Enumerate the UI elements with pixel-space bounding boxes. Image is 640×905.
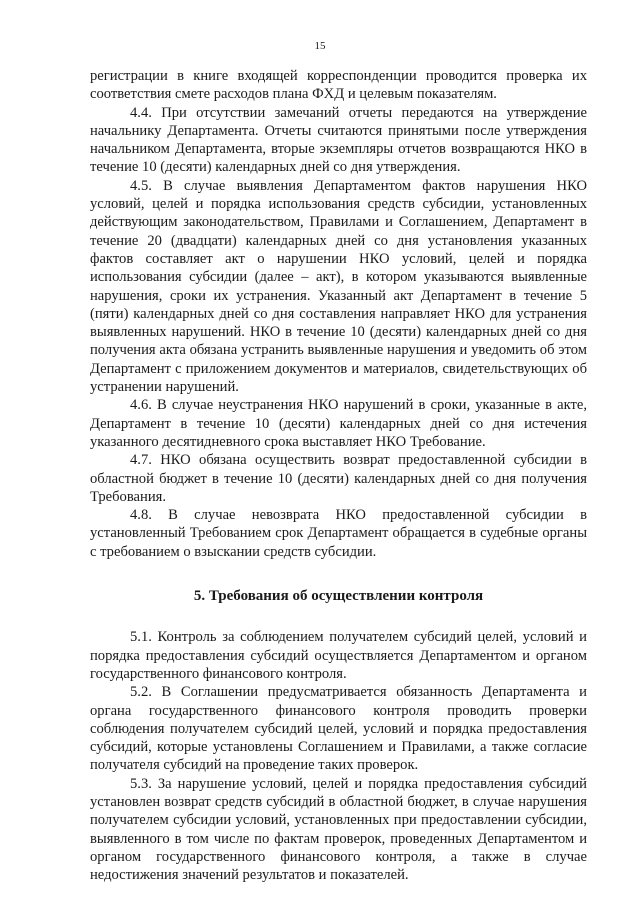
paragraph-4-8: 4.8. В случае невозврата НКО предоставленной субсидии в установленный Требованием срок Департамент обращается в судебные органы с требованием о взыскании средств субсидии.	[90, 507, 587, 560]
paragraph-4-7: 4.7. НКО обязана осуществить возврат предоставленной субсидии в областной бюджет в течение 10 (десяти) календарных дней со дня получения Требования.	[90, 452, 587, 505]
page-number: 15	[314, 40, 326, 52]
paragraph-4-5: 4.5. В случае выявления Департаментом фактов нарушения НКО условий, целей и порядка использования средств субсидии, установленных действующим законодательством, Правилами и Соглашением, Департамент в течение 20 (двадцати) календарных дней со дня установления указанных фактов составляет акт о нарушении НКО условий, целей и порядка использования субсидии (далее – акт), в котором указываются выявленные нарушения, сроки их устранения. Указанный акт Департамент в течение 5 (пяти) календарных дней со дня составления направляет НКО для устранения выявленных нарушений. НКО в течение 10 (десяти) календарных дней со дня получения акта обязана устранить выявленные нарушения и уведомить об этом Департамент с приложением документов и материалов, свидетельствующих об устранении нарушений.	[90, 177, 587, 396]
section-heading-5: 5. Требования об осуществлении контроля	[193, 588, 484, 605]
paragraph-5-2: 5.2. В Соглашении предусматривается обязанность Департамента и органа государственного финансового контроля проводить проверки соблюдения получателем субсидий целей, условий и порядка предоставления субсидий, которые установлены Соглашением и Правилами, а также согласие получателя субсидий на проведение таких проверок.	[90, 684, 587, 774]
paragraph-4-6: 4.6. В случае неустранения НКО нарушений в сроки, указанные в акте, Департамент в течение 10 (десяти) календарных дней со дня истечения указанного десятидневного срока выставляет НКО Требование.	[90, 397, 587, 450]
paragraph-5-1: 5.1. Контроль за соблюдением получателем субсидий целей, условий и порядка предоставления субсидий осуществляется Департаментом и органом государственного финансового контроля.	[90, 629, 587, 682]
document-body	[90, 67, 587, 884]
paragraph-intro: регистрации в книге входящей корреспонденции проводится проверка их соответствия смете расходов плана ФХД и целевым показателям.	[90, 68, 587, 103]
paragraph-5-3: 5.3. За нарушение условий, целей и порядка предоставления субсидий установлен возврат средств субсидий в областной бюджет, в случае нарушения получателем субсидии условий, установленных при предоставлении субсидии, выявленного в том числе по фактам проверок, проведенных Департаментом и органом государственного финансового контроля, а также в случае недостижения значений результатов и показателей.	[90, 775, 587, 884]
paragraph-4-4: 4.4. При отсутствии замечаний отчеты передаются на утверждение начальнику Департамента. Отчеты считаются принятыми после утверждения начальником Департамента, вторые экземпляры отчетов возвращаются НКО в течение 10 (десяти) календарных дней со дня утверждения.	[90, 104, 587, 176]
